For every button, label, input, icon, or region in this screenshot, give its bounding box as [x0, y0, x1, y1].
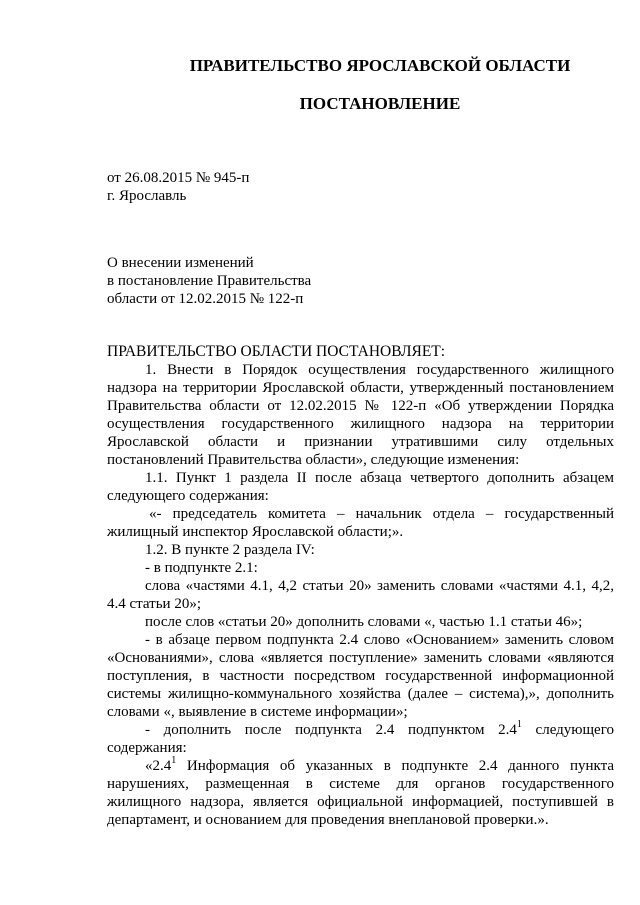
- body-line: жилищного надзора, является официальной информацией, поступившей в: [107, 794, 614, 810]
- body-line: следующего содержания:: [107, 488, 269, 504]
- body-line: постановлений Правительства области», следующие изменения:: [107, 452, 520, 468]
- superscript: 1: [516, 719, 522, 730]
- body-line: Ярославской области и признании утратившими силу отдельных: [107, 434, 614, 450]
- document-date-number: от 26.08.2015 № 945-п: [107, 170, 250, 186]
- body-line: надзора на территории Ярославской области, утвержденный постановлением: [107, 380, 614, 396]
- subject-line: в постановление Правительства: [107, 273, 312, 289]
- body-text: Информация об указанных в подпункте 2.4 данного пункта: [176, 758, 614, 774]
- body-line: поступления, в частности посредством государственной информационной: [107, 668, 614, 684]
- body-line: после слов «статьи 20» дополнить словами «, частью 1.1 статьи 46»;: [145, 614, 583, 630]
- body-line: 1. Внести в Порядок осуществления государственного жилищного: [145, 362, 614, 378]
- document-type: ПОСТАНОВЛЕНИЕ: [299, 94, 461, 113]
- resolution-heading: ПРАВИТЕЛЬСТВО ОБЛАСТИ ПОСТАНОВЛЯЕТ:: [107, 343, 446, 360]
- body-line: департамент, и основанием для проведения внеплановой проверки.».: [107, 812, 549, 828]
- body-line: Правительства области от 12.02.2015 № 122-п «Об утверждении Порядка: [107, 398, 614, 414]
- body-text: следующего: [521, 722, 614, 738]
- subject-line: области от 12.02.2015 № 122-п: [107, 291, 304, 307]
- body-line: «Основаниями», слова «является поступление» заменить словами «являются: [107, 650, 614, 666]
- document-place: г. Ярославль: [107, 188, 187, 204]
- body-line: жилищный инспектор Ярославской области;».: [107, 524, 404, 540]
- superscript: 1: [171, 755, 177, 766]
- document-authority: ПРАВИТЕЛЬСТВО ЯРОСЛАВСКОЙ ОБЛАСТИ: [189, 56, 571, 75]
- body-line-with-superscript: [145, 757, 614, 775]
- body-line: содержания:: [107, 740, 187, 756]
- body-line-with-superscript: [145, 721, 614, 739]
- body-line: 4.4 статьи 20»;: [107, 596, 202, 612]
- body-line: слова «частями 4.1, 4,2 статьи 20» заменить словами «частями 4.1, 4,2,: [145, 578, 614, 594]
- body-line: 1.2. В пункте 2 раздела IV:: [145, 542, 315, 558]
- body-line: - в абзаце первом подпункта 2.4 слово «Основанием» заменить словом: [145, 632, 614, 648]
- body-text: «2.4: [145, 758, 172, 774]
- body-line: осуществления государственного жилищного надзора на территории: [107, 416, 614, 432]
- body-line: словами «, выявление в системе информации»;: [107, 704, 408, 720]
- subject-line: О внесении изменений: [107, 255, 254, 271]
- body-line: системы жилищно-коммунального хозяйства (далее – система),», дополнить: [107, 686, 614, 702]
- body-line: нарушениях, размещенная в системе для органов государственного: [107, 776, 614, 792]
- body-line: - в подпункте 2.1:: [145, 560, 258, 576]
- body-line: «- председатель комитета – начальник отдела – государственный: [149, 506, 614, 522]
- body-text: - дополнить после подпункта 2.4 подпунктом 2.4: [145, 722, 517, 738]
- body-line: 1.1. Пункт 1 раздела II после абзаца четвертого дополнить абзацем: [145, 470, 614, 486]
